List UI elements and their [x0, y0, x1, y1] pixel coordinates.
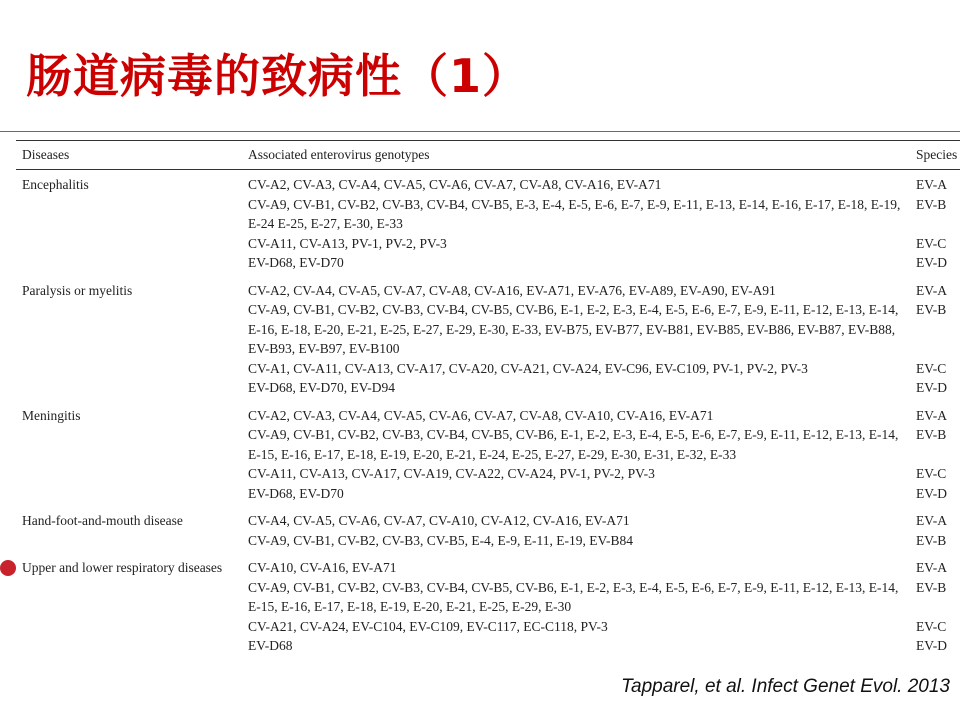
disease-name: Upper and lower respiratory diseases [22, 560, 223, 575]
disease-group [22, 281, 960, 398]
genotype-list: CV-A2, CV-A4, CV-A5, CV-A7, CV-A8, CV-A16, EV-A71, EV-A76, EV-A89, EV-A90, EV-A91 [248, 282, 776, 298]
disease-name: Encephalitis [22, 177, 89, 192]
table-header-rule [16, 169, 960, 170]
disease-group [22, 511, 960, 550]
genotype-list: CV-A9, CV-B1, CV-B2, CV-B3, CV-B4, CV-B5, CV-B6, E-1, E-2, E-3, E-4, E-5, E-6, E-7, E-9, E-11, E-12, E-13, E-14, E-16, E-18, E-20, E-21, E-25, E-27, E-29, E-30, E-33, EV-B75, EV-B77, EV-B81, EV-B85, EV-B86, EV-B87, EV-B88, EV-B93, EV-B97, EV-B100 [248, 302, 899, 356]
species-label: EV-A [916, 407, 948, 423]
species-label: EV-A [916, 177, 948, 192]
top-divider [0, 131, 960, 132]
genotype-list: EV-D68, EV-D70 [248, 255, 344, 270]
table-top-rule [16, 140, 960, 141]
disease-name: Paralysis or myelitis [22, 282, 133, 298]
header-diseases: Diseases [22, 147, 70, 162]
species-label: EV-C [916, 360, 947, 376]
species-label: EV-A [916, 560, 948, 575]
species-label: EV-B [916, 196, 947, 212]
genotype-list: CV-A2, CV-A3, CV-A4, CV-A5, CV-A6, CV-A7, CV-A8, CV-A16, EV-A71 [248, 177, 662, 192]
genotype-list: CV-A10, CV-A16, EV-A71 [248, 560, 397, 575]
disease-genotype-table [22, 175, 960, 656]
species-label: EV-B [916, 579, 947, 595]
species-label: EV-D [916, 638, 948, 653]
red-bullet-marker [0, 560, 16, 576]
genotype-list: CV-A9, CV-B1, CV-B2, CV-B3, CV-B4, CV-B5, CV-B6, E-1, E-2, E-3, E-4, E-5, E-6, E-7, E-9, E-11, E-12, E-13, E-14, E-15, E-16, E-17, E-18, E-19, E-20, E-21, E-24, E-25, E-27, E-29, E-30, E-31, E-32, E-33 [248, 427, 899, 462]
disease-group [22, 406, 960, 504]
genotype-list: EV-D68, EV-D70, EV-D94 [248, 380, 396, 395]
species-label: EV-C [916, 618, 947, 634]
species-label: EV-B [916, 427, 947, 442]
species-label: EV-B [916, 532, 947, 548]
genotype-list: CV-A21, CV-A24, EV-C104, EV-C109, EV-C117, EC-C118, PV-3 [248, 618, 608, 634]
citation: Tapparel, et al. Infect Genet Evol. 2013 [621, 676, 950, 697]
genotype-list: CV-A4, CV-A5, CV-A6, CV-A7, CV-A10, CV-A12, CV-A16, EV-A71 [248, 513, 630, 528]
species-label: EV-B [916, 302, 947, 317]
species-label: EV-C [916, 466, 947, 481]
genotype-list: CV-A1, CV-A11, CV-A13, CV-A17, CV-A20, CV-A21, CV-A24, EV-C96, EV-C109, PV-1, PV-2, PV-3 [248, 360, 808, 376]
header-genotypes: Associated enterovirus genotypes [248, 147, 430, 162]
species-label: EV-A [916, 513, 948, 528]
genotype-list: EV-D68, EV-D70 [248, 485, 344, 501]
disease-name: Meningitis [22, 407, 81, 423]
species-label: EV-A [916, 282, 948, 298]
disease-group [22, 558, 960, 656]
genotype-list: CV-A11, CV-A13, CV-A17, CV-A19, CV-A22, CV-A24, PV-1, PV-2, PV-3 [248, 466, 655, 481]
species-label: EV-C [916, 235, 947, 251]
genotype-list: CV-A2, CV-A3, CV-A4, CV-A5, CV-A6, CV-A7, CV-A8, CV-A10, CV-A16, EV-A71 [248, 407, 714, 423]
genotype-list: CV-A9, CV-B1, CV-B2, CV-B3, CV-B4, CV-B5, CV-B6, E-1, E-2, E-3, E-4, E-5, E-6, E-7, E-9, E-11, E-12, E-13, E-14, E-15, E-16, E-17, E-18, E-19, E-20, E-21, E-25, E-29, E-30 [248, 579, 899, 614]
genotype-list: CV-A11, CV-A13, PV-1, PV-2, PV-3 [248, 235, 447, 251]
species-label: EV-D [916, 485, 948, 501]
header-species: Species [916, 147, 958, 162]
disease-name: Hand-foot-and-mouth disease [22, 513, 183, 528]
species-label: EV-D [916, 380, 948, 395]
genotype-list: CV-A9, CV-B1, CV-B2, CV-B3, CV-B4, CV-B5, E-3, E-4, E-5, E-6, E-7, E-9, E-11, E-13, E-14, E-16, E-17, E-18, E-19, E-24 E-25, E-27, E-30, E-33 [248, 196, 901, 231]
disease-group [22, 175, 960, 273]
genotype-list: CV-A9, CV-B1, CV-B2, CV-B3, CV-B5, E-4, E-9, E-11, E-19, EV-B84 [248, 532, 634, 548]
species-label: EV-D [916, 255, 948, 270]
genotype-list: EV-D68 [248, 638, 293, 653]
slide-title: 肠道病毒的致病性（1） [26, 49, 530, 103]
